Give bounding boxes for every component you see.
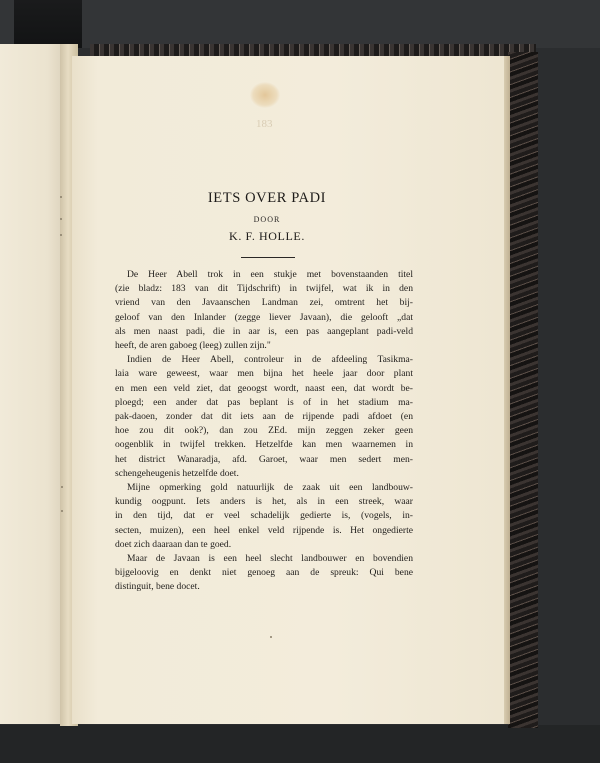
byline-label: DOOR (253, 215, 281, 224)
text-line: bijgeloovig en denkt niet genoeg aan de spreuk: Qui bene (115, 567, 413, 579)
previous-page (0, 44, 68, 724)
binding-hole (60, 234, 62, 236)
text-line: pak-daoen, zonder dat dit iets aan de rijpende padi afdoet (en (115, 411, 413, 423)
text-line: secten, muizen), een heel enkel veld rijpende is. Het ongedierte (115, 524, 413, 536)
paragraph-1 (115, 268, 413, 353)
binding-hole (60, 218, 62, 220)
article-title: IETS OVER PADI (207, 190, 327, 206)
text-line: heeft, de aren gaboeg (leeg) zullen zijn." (115, 340, 271, 352)
text-line: kundig oogpunt. Iets anders is het, als in een streek, waar (115, 496, 413, 508)
text-line: Indien de Heer Abell, controleur in de afdeeling Tasikma- (127, 354, 413, 366)
marbled-cover (508, 52, 538, 728)
text-line: geloof van den Inlander (zegge liever Javaan), die gelooft „dat (115, 311, 413, 323)
backdrop-top (0, 0, 600, 48)
paragraph-4 (115, 552, 413, 595)
text-line: schengeheugenis hetzelfde doet. (115, 467, 239, 479)
backdrop-bottom (0, 725, 600, 763)
paragraph-2 (115, 353, 413, 481)
text-line: als men naast padi, die in aar is, een pas aangeplant padi-veld (115, 325, 413, 337)
text-line: hoe zou dit ook?), dan zou ZEd. mijn zeggen zeker geen (115, 425, 413, 437)
text-line: distinguit, bene docet. (115, 581, 200, 593)
text-line: oogenblik in twijfel trekken. Hetzelfde kan men waarnemen in (115, 439, 413, 451)
title-rule (241, 257, 295, 258)
text-line: doet zich daaraan dan te goed. (115, 538, 232, 550)
page-edge (504, 56, 510, 724)
text-line: vriend van den Javaanschen Landman zei, omtrent het bij- (115, 297, 413, 309)
text-line: Maar de Javaan is een heel slecht landbouwer en bovendien (127, 553, 413, 565)
page-speck (270, 636, 272, 638)
cover-top-edge (90, 44, 536, 56)
text-line: het district Wanaradja, afd. Garoet, waar men sedert men- (115, 453, 413, 465)
binding-hole (61, 510, 63, 512)
text-line: ploegd; een ander dat pas beplant is of in het stadium ma- (115, 396, 413, 408)
text-line: en men een veld ziet, dat geoogst wordt, naast een, dat wordt be- (115, 382, 413, 394)
article-body (115, 268, 413, 595)
binding-hole (61, 486, 63, 488)
paragraph-3 (115, 481, 413, 552)
text-line: (zie bladz: 183 van dit Tijdschrift) in twijfel, wat ik in den (115, 283, 413, 295)
author-name: K. F. HOLLE. (229, 229, 305, 243)
binding-strip (14, 0, 82, 48)
text-line: Mijne opmerking gold natuurlijk de zaak uit een landbouw- (127, 482, 413, 494)
stain-mark (250, 82, 280, 108)
page-number: 183 (256, 118, 273, 130)
text-line: laia ware geweest, waar men bijna het heele jaar door plant (115, 368, 413, 380)
text-line: De Heer Abell trok in een stukje met bovenstaanden titel (127, 269, 413, 280)
binding-hole (60, 196, 62, 198)
text-line: in den tijd, dat er veel schadelijk gedierte is, (vogels, in- (115, 510, 413, 522)
